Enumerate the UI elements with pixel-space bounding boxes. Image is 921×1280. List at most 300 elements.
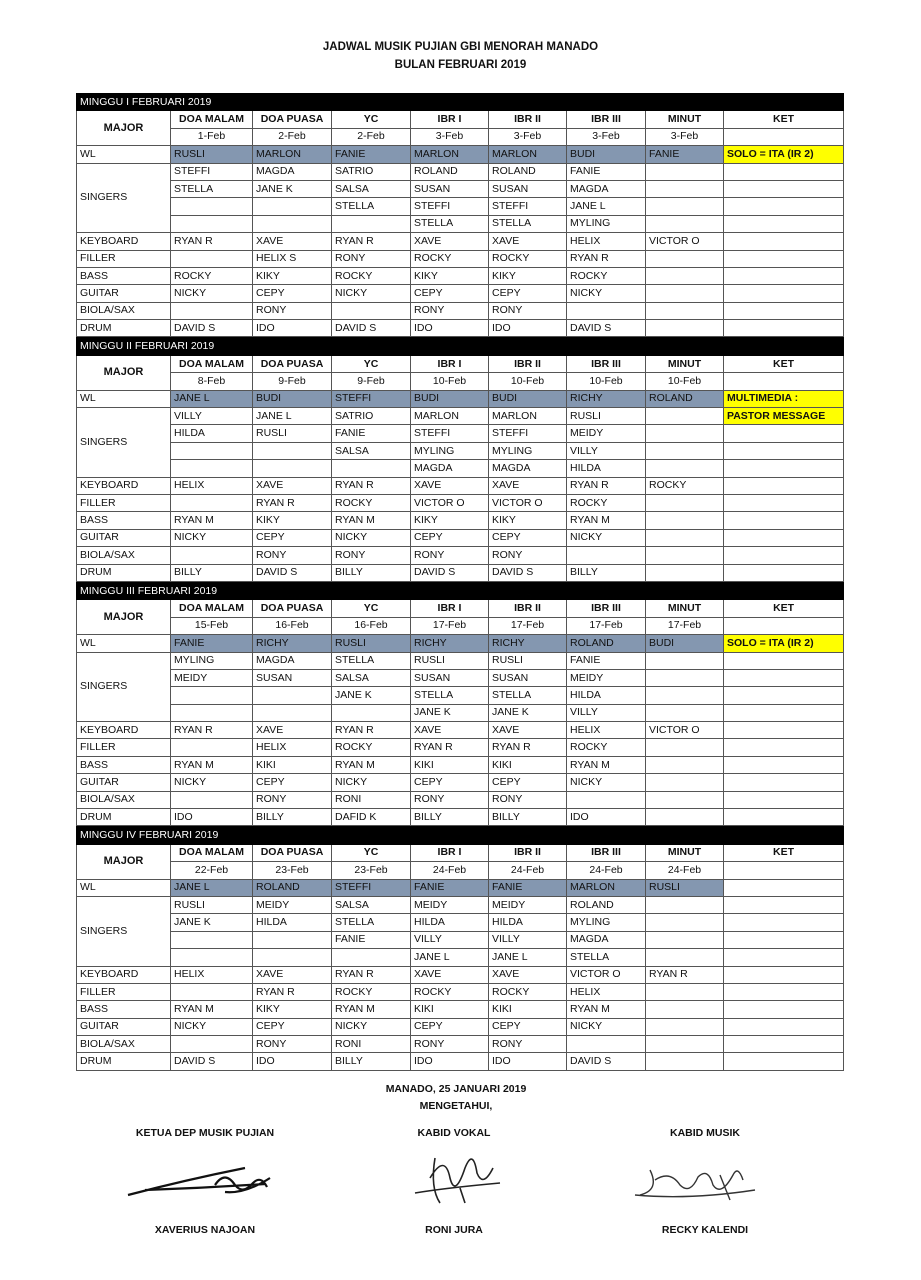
instrument-cell: RYAN R [253,494,332,511]
singer-cell: MEIDY [567,425,646,442]
ket-cell [724,791,844,808]
date-cell: 17-Feb [411,617,489,634]
singers-row [77,180,844,197]
week-table [76,337,844,581]
row-label-instrument: BIOLA/SAX [77,791,171,808]
wl-row [77,390,844,407]
instrument-cell: RYAN M [171,512,253,529]
instrument-cell: NICKY [171,529,253,546]
ket-cell [724,896,844,913]
ket-cell [724,914,844,931]
singer-cell [171,949,253,966]
instrument-cell: DAFID K [332,809,411,826]
ket-cell [724,320,844,337]
singer-cell [253,442,332,459]
instrument-cell: NICKY [332,1018,411,1035]
singer-cell: FANIE [567,163,646,180]
date-cell: 2-Feb [332,128,411,145]
instrument-cell: RYAN R [171,722,253,739]
instrument-cell: HELIX S [253,250,332,267]
column-header: MINUT [646,111,724,128]
instrument-cell: NICKY [567,285,646,302]
ket-cell [724,564,844,581]
row-label-instrument: GUITAR [77,774,171,791]
instrument-row [77,564,844,581]
instrument-cell: RYAN R [646,966,724,983]
instrument-cell: XAVE [489,477,567,494]
instrument-cell: RYAN M [332,512,411,529]
instrument-cell: RONY [253,302,332,319]
instrument-cell: RYAN R [567,477,646,494]
instrument-cell: NICKY [171,774,253,791]
singer-cell: RUSLI [489,652,567,669]
instrument-cell: VICTOR O [489,494,567,511]
date-row [77,862,844,879]
singers-row [77,215,844,232]
instrument-cell: RONY [253,791,332,808]
date-cell: 1-Feb [171,128,253,145]
singer-cell: STELLA [411,687,489,704]
singer-cell: MEIDY [253,896,332,913]
date-cell: 3-Feb [411,128,489,145]
date-cell: 23-Feb [253,862,332,879]
instrument-cell: DAVID S [332,320,411,337]
singers-row [77,704,844,721]
instrument-cell: ROCKY [567,494,646,511]
signer-role-3: KABID MUSIK [670,1127,740,1139]
singer-cell: SALSA [332,442,411,459]
singer-cell: MEIDY [567,669,646,686]
ket-cell [724,669,844,686]
signer-role-2: KABID VOKAL [417,1127,491,1139]
instrument-cell: RONY [489,302,567,319]
instrument-cell: DAVID S [489,564,567,581]
instrument-cell: RYAN R [489,739,567,756]
instrument-cell: ROCKY [332,267,411,284]
column-header: IBR I [411,355,489,372]
row-label-instrument: GUITAR [77,285,171,302]
ket-empty-cell [724,128,844,145]
instrument-row [77,1053,844,1070]
instrument-cell: ROCKY [411,250,489,267]
instrument-cell: XAVE [411,233,489,250]
instrument-cell [646,983,724,1000]
column-header: IBR I [411,844,489,861]
instrument-row [77,983,844,1000]
date-cell: 17-Feb [567,617,646,634]
column-header: IBR I [411,111,489,128]
singer-cell: RUSLI [253,425,332,442]
column-header: IBR III [567,355,646,372]
column-header: IBR III [567,600,646,617]
row-label-instrument: KEYBOARD [77,966,171,983]
singer-cell: FANIE [567,652,646,669]
ket-cell [724,1001,844,1018]
instrument-cell: KIKI [489,1001,567,1018]
major-header: MAJOR [77,600,171,635]
instrument-cell [646,494,724,511]
instrument-cell: DAVID S [171,320,253,337]
row-label-instrument: FILLER [77,250,171,267]
singer-cell [646,704,724,721]
singer-cell [646,460,724,477]
instrument-cell: RYAN R [332,233,411,250]
singer-cell [646,442,724,459]
instrument-cell: RONY [411,547,489,564]
instrument-cell: CEPY [411,774,489,791]
wl-cell: RICHY [411,635,489,652]
singer-cell [253,931,332,948]
date-cell: 16-Feb [253,617,332,634]
wl-row [77,146,844,163]
ket-cell [724,774,844,791]
document-title: JADWAL MUSIK PUJIAN GBI MENORAH MANADO [322,41,599,53]
instrument-cell: ROCKY [332,983,411,1000]
instrument-cell: CEPY [253,774,332,791]
ket-cell [724,285,844,302]
wl-cell: RUSLI [332,635,411,652]
instrument-cell: BILLY [332,564,411,581]
instrument-cell: DAVID S [567,1053,646,1070]
singer-cell: STELLA [489,687,567,704]
instrument-cell: NICKY [332,285,411,302]
instrument-cell [332,302,411,319]
instrument-cell: BILLY [489,809,567,826]
instrument-cell: RYAN R [411,739,489,756]
instrument-cell [646,1018,724,1035]
instrument-cell [646,809,724,826]
singers-row [77,408,844,425]
date-cell: 10-Feb [489,373,567,390]
singer-cell: HILDA [171,425,253,442]
singer-cell [171,931,253,948]
singers-row [77,652,844,669]
singer-cell [253,949,332,966]
instrument-cell: RYAN R [332,966,411,983]
week-table [76,93,844,337]
ket-cell [724,966,844,983]
instrument-cell: RYAN R [253,983,332,1000]
instrument-cell: IDO [253,1053,332,1070]
instrument-row [77,320,844,337]
instrument-cell [171,250,253,267]
wl-cell: MARLON [567,879,646,896]
column-header: DOA MALAM [171,355,253,372]
instrument-cell: XAVE [253,722,332,739]
instrument-cell: DAVID S [171,1053,253,1070]
date-cell: 22-Feb [171,862,253,879]
week-title-row [77,94,844,111]
instrument-cell: RYAN M [171,756,253,773]
instrument-cell: DAVID S [411,564,489,581]
row-label-wl: WL [77,635,171,652]
row-label-instrument: GUITAR [77,529,171,546]
row-label-instrument: DRUM [77,809,171,826]
date-cell: 16-Feb [332,617,411,634]
date-cell: 8-Feb [171,373,253,390]
singer-cell: MYLING [489,442,567,459]
instrument-cell [646,564,724,581]
date-cell: 24-Feb [489,862,567,879]
instrument-cell: NICKY [171,285,253,302]
singers-row [77,949,844,966]
singer-cell: MAGDA [567,931,646,948]
singer-cell: SUSAN [253,669,332,686]
column-header: IBR II [489,844,567,861]
wl-row [77,879,844,896]
instrument-cell: NICKY [332,774,411,791]
ket-cell [724,250,844,267]
ket-cell [724,477,844,494]
singer-cell [171,687,253,704]
column-header: IBR II [489,355,567,372]
ket-cell [724,739,844,756]
ket-cell [724,267,844,284]
instrument-cell [171,494,253,511]
instrument-cell [646,1036,724,1053]
singer-cell: RUSLI [567,408,646,425]
instrument-cell: KIKY [489,267,567,284]
column-header: DOA PUASA [253,844,332,861]
instrument-cell: KIKY [253,267,332,284]
row-label-instrument: BIOLA/SAX [77,1036,171,1053]
instrument-cell: ROCKY [567,739,646,756]
instrument-cell: BILLY [567,564,646,581]
date-cell: 17-Feb [646,617,724,634]
singer-cell: STELLA [489,215,567,232]
singer-cell: STEFFI [411,198,489,215]
singer-cell [253,704,332,721]
ket-cell [724,1036,844,1053]
week-title-row [77,827,844,844]
singer-cell: JANE K [253,180,332,197]
instrument-cell: RYAN M [171,1001,253,1018]
ket-cell: MULTIMEDIA : [724,390,844,407]
instrument-cell: RYAN M [567,512,646,529]
singer-cell: SATRIO [332,408,411,425]
instrument-row [77,1036,844,1053]
singer-cell: FANIE [332,425,411,442]
singers-row [77,669,844,686]
singer-cell: ROLAND [411,163,489,180]
row-label-singers: SINGERS [77,163,171,233]
instrument-row [77,791,844,808]
instrument-cell: IDO [171,809,253,826]
singer-cell: HILDA [253,914,332,931]
instrument-cell [171,547,253,564]
column-header: DOA PUASA [253,355,332,372]
singer-cell [646,949,724,966]
instrument-cell: RONY [253,1036,332,1053]
instrument-cell: IDO [411,1053,489,1070]
row-label-instrument: BASS [77,756,171,773]
date-cell: 9-Feb [253,373,332,390]
singer-cell: MYLING [567,914,646,931]
instrument-cell: CEPY [411,285,489,302]
instrument-cell: BILLY [332,1053,411,1070]
singer-cell: ROLAND [567,896,646,913]
column-header: IBR III [567,111,646,128]
instrument-cell: HELIX [171,966,253,983]
wl-cell: STEFFI [332,879,411,896]
signature-3 [630,1155,765,1210]
row-label-wl: WL [77,390,171,407]
instrument-cell: CEPY [253,1018,332,1035]
singer-cell [646,215,724,232]
instrument-cell [646,302,724,319]
wl-cell: FANIE [411,879,489,896]
ket-cell [724,879,844,896]
instrument-cell: XAVE [489,966,567,983]
instrument-cell: DAVID S [567,320,646,337]
instrument-cell [646,547,724,564]
instrument-cell [646,1053,724,1070]
instrument-row [77,756,844,773]
row-label-instrument: DRUM [77,320,171,337]
instrument-cell [646,739,724,756]
instrument-cell: RYAN M [332,1001,411,1018]
instrument-row [77,494,844,511]
instrument-cell: XAVE [489,233,567,250]
wl-cell: MARLON [489,146,567,163]
singer-cell: JANE L [489,949,567,966]
instrument-cell: XAVE [411,966,489,983]
instrument-cell: XAVE [489,722,567,739]
row-label-instrument: FILLER [77,983,171,1000]
instrument-cell [171,302,253,319]
column-header: IBR II [489,600,567,617]
instrument-cell [567,547,646,564]
ket-cell [724,215,844,232]
wl-cell: BUDI [489,390,567,407]
week-table [76,826,844,1070]
singer-cell: MARLON [411,408,489,425]
singer-cell: MAGDA [253,652,332,669]
ket-cell [724,687,844,704]
singer-cell: HILDA [567,687,646,704]
column-header: YC [332,600,411,617]
column-header: MINUT [646,844,724,861]
instrument-cell: HELIX [567,983,646,1000]
instrument-row [77,722,844,739]
instrument-cell: ROCKY [171,267,253,284]
wl-row [77,635,844,652]
column-header: DOA MALAM [171,844,253,861]
instrument-row [77,1018,844,1035]
schedule-tables [76,93,843,1071]
date-cell: 3-Feb [489,128,567,145]
row-label-instrument: DRUM [77,1053,171,1070]
row-label-instrument: KEYBOARD [77,722,171,739]
singer-cell: HILDA [411,914,489,931]
singer-cell: SUSAN [489,669,567,686]
singer-cell: STEFFI [171,163,253,180]
column-header: YC [332,111,411,128]
singer-cell: MYLING [411,442,489,459]
singer-cell [646,408,724,425]
singers-row [77,198,844,215]
place-date: MANADO, 25 JANUARI 2019 [385,1083,527,1095]
date-row [77,617,844,634]
instrument-cell: ROCKY [646,477,724,494]
instrument-cell [646,267,724,284]
singer-cell: JANE K [171,914,253,931]
instrument-cell: RONY [489,1036,567,1053]
instrument-cell: IDO [567,809,646,826]
column-header: DOA PUASA [253,111,332,128]
instrument-cell: ROCKY [489,250,567,267]
singer-cell: STELLA [332,652,411,669]
wl-cell: RUSLI [646,879,724,896]
ket-empty-cell [724,617,844,634]
signature-1 [125,1160,275,1205]
instrument-cell: RONY [253,547,332,564]
instrument-row [77,512,844,529]
ket-header: KET [724,355,844,372]
instrument-cell: RYAN R [567,250,646,267]
instrument-cell: RONY [332,250,411,267]
singer-cell: MAGDA [567,180,646,197]
wl-cell: ROLAND [253,879,332,896]
singer-cell [332,460,411,477]
row-label-instrument: FILLER [77,494,171,511]
week-title: MINGGU III FEBRUARI 2019 [77,582,844,599]
singer-cell: STEFFI [411,425,489,442]
header-row [77,111,844,128]
instrument-cell [171,983,253,1000]
instrument-row [77,809,844,826]
singer-cell: SATRIO [332,163,411,180]
ket-cell [724,1053,844,1070]
row-label-instrument: BASS [77,1001,171,1018]
singer-cell: ROLAND [489,163,567,180]
instrument-cell: KIKI [411,756,489,773]
instrument-cell: KIKY [411,267,489,284]
instrument-cell: CEPY [411,1018,489,1035]
instrument-cell [646,529,724,546]
instrument-row [77,285,844,302]
ket-cell [724,756,844,773]
instrument-cell: ROCKY [567,267,646,284]
singers-row [77,896,844,913]
singer-cell [332,215,411,232]
ket-header: KET [724,600,844,617]
singer-cell: MYLING [567,215,646,232]
column-header: DOA MALAM [171,600,253,617]
instrument-cell: HELIX [171,477,253,494]
week-table [76,582,844,826]
instrument-cell: KIKI [253,756,332,773]
ket-cell [724,198,844,215]
instrument-cell: RYAN R [171,233,253,250]
date-cell: 15-Feb [171,617,253,634]
row-label-wl: WL [77,879,171,896]
instrument-cell: BILLY [171,564,253,581]
singer-cell [332,704,411,721]
instrument-cell: CEPY [411,529,489,546]
singer-cell: HILDA [567,460,646,477]
instrument-cell: HELIX [567,233,646,250]
major-header: MAJOR [77,844,171,879]
singer-cell: JANE K [489,704,567,721]
instrument-cell: KIKY [253,1001,332,1018]
instrument-cell [646,512,724,529]
date-cell: 3-Feb [567,128,646,145]
column-header: IBR III [567,844,646,861]
row-label-instrument: BIOLA/SAX [77,547,171,564]
date-cell: 3-Feb [646,128,724,145]
singer-cell: JANE L [253,408,332,425]
